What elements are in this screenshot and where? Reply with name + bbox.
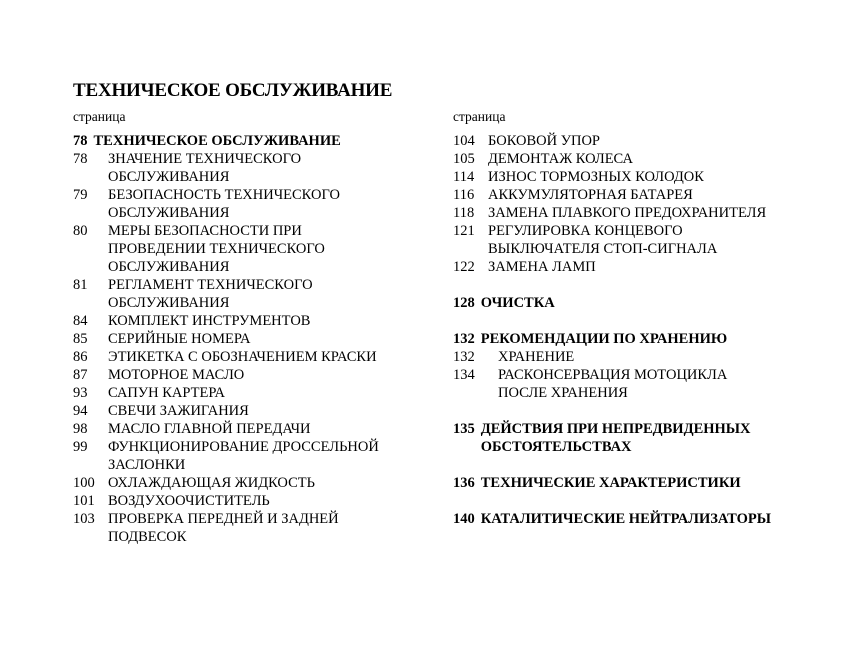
toc-entry[interactable] [453, 132, 843, 150]
section-spacer [453, 456, 843, 474]
toc-list-right [453, 132, 843, 528]
section-spacer [453, 402, 843, 420]
toc-page-number: 84 [73, 313, 88, 329]
toc-entry-title: МОТОРНОЕ МАСЛО [108, 367, 245, 383]
toc-entry[interactable] [73, 150, 433, 186]
toc-entry-title: ЗНАЧЕНИЕ ТЕХНИЧЕСКОГО ОБСЛУЖИВАНИЯ [108, 151, 302, 185]
toc-entry-title: ДЕЙСТВИЯ ПРИ НЕПРЕДВИДЕННЫХ ОБСТОЯТЕЛЬСТВАХ [480, 421, 751, 455]
toc-entry-title: СЕРИЙНЫЕ НОМЕРА [108, 331, 251, 347]
toc-entry-title: МЕРЫ БЕЗОПАСНОСТИ ПРИ ПРОВЕДЕНИИ ТЕХНИЧЕСКОГО ОБСЛУЖИВАНИЯ [108, 223, 325, 275]
toc-page-number: 93 [73, 385, 88, 401]
toc-entry[interactable] [453, 168, 843, 186]
toc-entry[interactable] [73, 384, 433, 402]
toc-entry-title: КОМПЛЕКТ ИНСТРУМЕНТОВ [108, 313, 311, 329]
toc-entry[interactable] [73, 438, 433, 474]
toc-page-number: 78 [73, 133, 88, 149]
toc-page-number: 100 [73, 475, 95, 491]
toc-entry[interactable] [453, 366, 843, 402]
toc-page-number: 135 [453, 421, 475, 437]
toc-entry-title: ЭТИКЕТКА С ОБОЗНАЧЕНИЕМ КРАСКИ [108, 349, 377, 365]
toc-section-entry[interactable] [453, 420, 843, 456]
toc-entry-title: ВОЗДУХООЧИСТИТЕЛЬ [108, 493, 270, 509]
toc-entry-title: СВЕЧИ ЗАЖИГАНИЯ [108, 403, 249, 419]
toc-entry[interactable] [73, 222, 433, 276]
toc-entry[interactable] [453, 204, 843, 222]
toc-entry-title: ХРАНЕНИЕ [498, 349, 575, 365]
toc-entry[interactable] [73, 312, 433, 330]
toc-page-number: 116 [453, 187, 475, 203]
toc-section-entry[interactable] [453, 330, 843, 348]
toc-page-number: 118 [453, 205, 475, 221]
toc-page-number: 134 [453, 367, 475, 383]
toc-entry-title: ТЕХНИЧЕСКИЕ ХАРАКТЕРИСТИКИ [480, 475, 741, 491]
page-column-header: страница [453, 109, 506, 124]
toc-page-number: 85 [73, 331, 88, 347]
toc-entry-title: ОХЛАЖДАЮЩАЯ ЖИДКОСТЬ [108, 475, 315, 491]
toc-entry-title: ДЕМОНТАЖ КОЛЕСА [488, 151, 633, 167]
toc-entry[interactable] [73, 402, 433, 420]
toc-page-number: 80 [73, 223, 88, 239]
page-title: ТЕХНИЧЕСКОЕ ОБСЛУЖИВАНИЕ [73, 80, 393, 101]
toc-entry[interactable] [73, 186, 433, 222]
toc-page-number: 86 [73, 349, 88, 365]
toc-entry-title: МАСЛО ГЛАВНОЙ ПЕРЕДАЧИ [108, 421, 311, 437]
toc-entry[interactable] [73, 474, 433, 492]
section-spacer [453, 492, 843, 510]
toc-page-number: 132 [453, 331, 475, 347]
toc-entry-title: ЗАМЕНА ПЛАВКОГО ПРЕДОХРАНИТЕЛЯ [488, 205, 767, 221]
section-spacer [453, 276, 843, 294]
toc-page-number: 81 [73, 277, 88, 293]
toc-page-number: 105 [453, 151, 475, 167]
toc-page-number: 78 [73, 151, 88, 167]
toc-page-number: 132 [453, 349, 475, 365]
toc-entry[interactable] [453, 348, 843, 366]
toc-page-number: 140 [453, 511, 475, 527]
page-column-header: страница [73, 109, 126, 124]
toc-page-number: 114 [453, 169, 475, 185]
toc-entry-title: ИЗНОС ТОРМОЗНЫХ КОЛОДОК [488, 169, 704, 185]
toc-page-number: 103 [73, 511, 95, 527]
toc-entry-title: ПРОВЕРКА ПЕРЕДНЕЙ И ЗАДНЕЙ ПОДВЕСОК [108, 511, 339, 545]
toc-entry-title: ФУНКЦИОНИРОВАНИЕ ДРОССЕЛЬНОЙ ЗАСЛОНКИ [108, 439, 379, 473]
toc-section-entry[interactable] [73, 132, 433, 150]
toc-entry-title: ТЕХНИЧЕСКОЕ ОБСЛУЖИВАНИЕ [93, 133, 341, 149]
toc-entry-title: КАТАЛИТИЧЕСКИЕ НЕЙТРАЛИЗАТОРЫ [480, 511, 771, 527]
toc-entry-title: БОКОВОЙ УПОР [488, 133, 600, 149]
toc-page-number: 99 [73, 439, 88, 455]
toc-section-entry[interactable] [453, 294, 843, 312]
toc-entry[interactable] [73, 492, 433, 510]
toc-page-number: 104 [453, 133, 475, 149]
toc-entry-title: ЗАМЕНА ЛАМП [488, 259, 596, 275]
toc-section-entry[interactable] [453, 474, 843, 492]
toc-entry-title: РАСКОНСЕРВАЦИЯ МОТОЦИКЛА ПОСЛЕ ХРАНЕНИЯ [498, 367, 728, 401]
toc-entry-title: АККУМУЛЯТОРНАЯ БАТАРЕЯ [488, 187, 693, 203]
toc-entry[interactable] [453, 150, 843, 168]
toc-entry[interactable] [453, 186, 843, 204]
toc-page-number: 136 [453, 475, 475, 491]
toc-entry[interactable] [73, 330, 433, 348]
toc-entry-title: БЕЗОПАСНОСТЬ ТЕХНИЧЕСКОГО ОБСЛУЖИВАНИЯ [108, 187, 340, 221]
toc-list-left [73, 132, 433, 546]
toc-entry[interactable] [453, 258, 843, 276]
toc-right-column [453, 110, 843, 528]
toc-page-number: 94 [73, 403, 88, 419]
toc-entry[interactable] [73, 348, 433, 366]
toc-page-number: 87 [73, 367, 88, 383]
toc-entry[interactable] [73, 366, 433, 384]
toc-page-number: 79 [73, 187, 88, 203]
toc-entry-title: ОЧИСТКА [480, 295, 555, 311]
toc-page-number: 121 [453, 223, 475, 239]
toc-entry[interactable] [453, 222, 843, 258]
toc-page-number: 128 [453, 295, 475, 311]
toc-entry-title: РЕГЛАМЕНТ ТЕХНИЧЕСКОГО ОБСЛУЖИВАНИЯ [108, 277, 313, 311]
toc-page-number: 98 [73, 421, 88, 437]
toc-entry-title: РЕКОМЕНДАЦИИ ПО ХРАНЕНИЮ [480, 331, 728, 347]
toc-section-entry[interactable] [453, 510, 843, 528]
toc-entry[interactable] [73, 420, 433, 438]
toc-left-column [73, 110, 433, 546]
toc-entry[interactable] [73, 510, 433, 546]
toc-entry[interactable] [73, 276, 433, 312]
toc-page-number: 122 [453, 259, 475, 275]
section-spacer [453, 312, 843, 330]
toc-entry-title: РЕГУЛИРОВКА КОНЦЕВОГО ВЫКЛЮЧАТЕЛЯ СТОП-СИГНАЛА [488, 223, 718, 257]
toc-entry-title: САПУН КАРТЕРА [108, 385, 226, 401]
toc-page-number: 101 [73, 493, 95, 509]
